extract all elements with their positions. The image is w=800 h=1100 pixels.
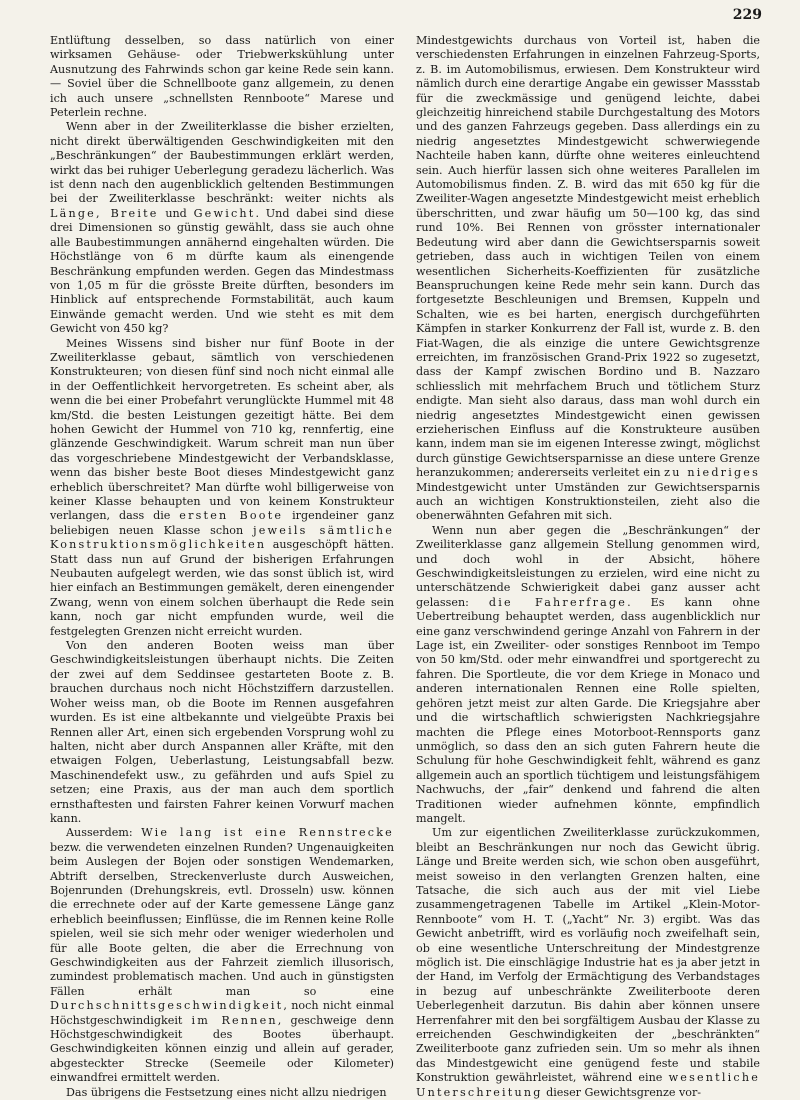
paragraph xyxy=(416,34,760,524)
paragraph-text: Meines Wissens sind bisher nur fünf Boote in der Zweiliterklasse gebaut, sämtlich von verschiedenen Konstrukteuren; von diesen fünf sind noch nicht einmal alle in der Oeffentlichkeit hervorgetreten. Es scheint aber, als wenn die bei einer Probefahrt verunglückte Hummel mit 48 km/Std. die besten Leistungen gezeitigt hätte. Bei dem hohen Gewicht der Hummel von 710 kg, rennfertig, eine glänzende Geschwindigkeit. Warum schreit man nun über das vorgeschriebene Mindestgewicht der Verbandsklasse, wenn das bisher beste Boot dieses Mindestgewicht ganz erheblich überschreitet? Man dürfte wohl billigerweise von keiner Klasse behaupten und von keinem Konstrukteur verlangen, dass die xyxy=(50,336,394,523)
spaced-emphasis-text: wesentliche Unterschreitung xyxy=(416,1071,760,1099)
paragraph xyxy=(50,34,394,120)
paragraph xyxy=(50,1086,394,1100)
spaced-emphasis-text: jeweils sämtliche Konstruktionsmöglichkeiten xyxy=(50,523,395,552)
paragraph xyxy=(50,120,394,336)
spaced-emphasis-text: im Rennen xyxy=(191,1013,278,1027)
paragraph-text: Von den anderen Booten weiss man über Geschwindigkeitsleistungen überhaupt nichts. Die Zeiten der zwei auf dem Seddinsee gestarteten Boote z. B. brauchen durchaus noch nicht Höchstziffern darzustellen. Woher weiss man, ob die Boote im Rennen ausgefahren wurden. Es ist eine altbekannte und vielgeübte Praxis bei Rennen aller Art, einen sich ergebenden Vorsprung wohl zu halten, nicht aber durch Anspannen aller Kräfte, mit den etwaigen Folgen, Ueberlastung, Leistungsabfall bezw. Maschinendefekt usw., zu gefährden und aufs Spiel zu setzen; eine Praxis, aus der man auch dem sportlich ernsthaftesten und fairsten Fahrer keinen Vorwurf machen kann. xyxy=(50,639,394,825)
page-number: 229 xyxy=(732,7,762,23)
spaced-emphasis-text: die Fahrerfrage xyxy=(488,595,628,609)
paragraph-text: Wenn nun aber gegen die „Beschränkungen“ der Zweiliterklasse ganz allgemein Stellung genommen wird, und doch wohl in der Absicht, höhere Geschwindigkeitsleistungen zu erzielen, wird eine nicht zu unterschätzende Schwierigkeit dabei ganz ausser acht gelassen: xyxy=(416,523,760,609)
spaced-emphasis-text: Länge, Breite xyxy=(50,206,159,220)
paragraph-text: . Es kann ohne Uebertreibung behauptet werden, dass augenblicklich nur eine ganz verschwindend geringe Anzahl von Fahrern in der Lage ist, ein Zweiliter- oder sonstiges Rennboot im Tempo von 50 km/Std. oder mehr einwandfrei und sportgerecht zu fahren. Die Sportleute, die vor dem Kriege in Monaco und anderen internationalen Rennen eine Rolle spielten, gehören jetzt meist zur alten Garde. Die Kriegsjahre aber und die wirtschaftlich schwierigsten Nachkriegsjahre machten die Pflege eines Motorboot-Rennsports ganz unmöglich, so dass den an sich guten Fahrern heute die Schulung für hohe Geschwindigkeit fehlt, während es ganz allgemein auch an sportlich tüchtigem und leistungsfähigem Nachwuchs, der „fair“ denkend und fahrend die alten Traditionen wieder aufnehmen könnte, empfindlich mangelt. xyxy=(416,595,760,825)
paragraph-text: Mindestgewicht unter Umständen zur Gewichtsersparnis auch an wichtigen Konstruktionsteilen, zieht also die obenerwähnten Gefahren mit sich. xyxy=(416,480,760,523)
right-column xyxy=(416,34,761,1099)
paragraph-text: und xyxy=(158,206,194,220)
paragraph-text: Wenn aber in der Zweiliterklasse die bisher erzielten, nicht direkt überwältigenden Geschwindigkeiten mit den „Beschränkungen“ der Baubestimmungen erklärt werden, wirkt das bei ruhiger Ueberlegung geradezu lächerlich. Was ist denn nach den augenblicklich geltenden Bestimmungen bei der Zweiliterklasse beschränkt: weiter nichts als xyxy=(50,120,394,206)
paragraph xyxy=(416,524,760,827)
paragraph-text: , noch nicht einmal Höchstgeschwindigkeit xyxy=(50,999,394,1027)
paragraph-text: Entlüftung desselben, so dass natürlich von einer wirksamen Gehäuse- oder Triebwerkskühlung unter Ausnutzung des Fahrwinds schon gar keine Rede sein kann. — Soviel über die Schnellboote ganz allgemein, zu denen ich auch unsere „schnellsten Rennboote“ Marese und Peterlein rechne. xyxy=(50,34,394,120)
paragraph-text: irgendeiner ganz beliebigen neuen Klasse schon xyxy=(50,509,394,537)
paragraph xyxy=(50,826,394,1085)
paragraph xyxy=(416,826,760,1100)
paragraph-text: dieser Gewichtsgrenze vor- xyxy=(542,1085,702,1099)
spaced-emphasis-text: Gewicht xyxy=(193,206,256,220)
paragraph-text: Das übrigens die Festsetzung eines nicht allzu niedrigen xyxy=(66,1085,387,1099)
spaced-emphasis-text: zu niedriges xyxy=(664,466,761,480)
paragraph-text: Mindestgewichts durchaus von Vorteil ist, haben die verschiedensten Erfahrungen in einzelnen Fahrzeug-Sports, z. B. im Automobilismus, erwiesen. Dem Konstrukteur wird nämlich durch eine derartige Angabe ein gewisser Massstab für die zweckmässige und genügend leichte, dabei gleichzeitig hinreichend stabile Durchgestaltung des Motors und des ganzen Fahrzeugs gegeben. Dass allerdings ein zu niedrig angesetztes Mindestgewicht schwerwiegende Nachteile haben kann, dürfte ohne weiteres einleuchtend sein. Auch hierfür lassen sich ohne weiteres Parallelen im Automobilismus finden. Z. B. wird das mit 650 kg für die Zweiliter-Wagen angesetzte Mindestgewicht meist erheblich überschritten, und zwar häufig um 50—100 kg, das sind rund 10%. Bei Rennen von grösster internationaler Bedeutung wird aber dann die Gewichtsersparnis soweit getrieben, dass auch in wichtigen Teilen von einem wesentlichen Sicherheits-Koeffizienten für zusätzliche Beanspruchungen keine Rede mehr sein kann. Durch das fortgesetzte Beschleunigen und Bremsen, Kuppeln und Schalten, wie es bei harten, energisch durchgeführten Kämpfen in starker Konkurrenz der Fall ist, wurde z. B. den Fiat-Wagen, die als einzige die untere Gewichtsgrenze erreichten, im französischen Grand-Prix 1922 so zugesetzt, dass der Kampf zwischen Bordino und B. Nazzaro schliesslich mit mehrfachem Bruch und tötlichem Sturz endigte. Man sieht also daraus, dass man wohl durch ein niedrig angesetztes Mindestgewicht einen gewissen erzieherischen Einfluss auf die Konstrukteure ausüben kann, indem man sie im eigenen Interesse zwingt, möglichst durch günstige Gewichtsersparnisse an diese untere Grenze heranzukommen; andererseits verleitet ein xyxy=(416,34,760,480)
paragraph-text: bezw. die verwendeten einzelnen Runden? Ungenauigkeiten beim Auslegen der Bojen oder sonstigen Wendemarken, Abtrift derselben, Streckenverluste durch Ausweichen, Bojenrunden (Drehungskreis, evtl. Drosseln) usw. können die errechnete oder auf der Karte gemessene Länge ganz erheblich beeinflussen; Einflüsse, die im Rennen keine Rolle spielen, weil sie sich mehr oder weniger wiederholen und für alle Boote gelten, die aber die Errechnung von Geschwindigkeiten aus der Fahrzeit ziemlich illusorisch, zumindest problematisch machen. Und auch in günstigsten Fällen erhält man so eine xyxy=(50,840,394,998)
paragraph-text: , geschweige denn Höchstgeschwindigkeit des Bootes überhaupt. Geschwindigkeiten können einzig und allein auf gerader, abgesteckter Strecke (Seemeile oder Kilometer) einwandfrei ermittelt werden. xyxy=(50,1013,394,1085)
paragraph-text: Um zur eigentlichen Zweiliterklasse zurückzukommen, bleibt an Beschränkungen nur noch das Gewicht übrig. Länge und Breite werden sich, wie schon oben ausgeführt, meist soweiso in den verlangten Grenzen halten, eine Tatsache, die sich auch aus der mit viel Liebe zusammengetragenen Tabelle im Artikel „Klein-Motor-Rennboote“ vom H. T. („Yacht“ Nr. 3) ergibt. Was das Gewicht anbetrifft, wird es vorläufig noch zweifelhaft sein, ob eine wesentliche Unterschreitung der Mindestgrenze möglich ist. Die einschlägige Industrie hat es ja aber jetzt in der Hand, im Verfolg der Ermächtigung des Verbandstages in bezug auf unbeschränkte Zweiliterboote deren Ueberlegenheit darzutun. Bis dahin aber können unsere Herrenfahrer mit den bei sorgfältigem Ausbau der Klasse zu erreichenden Geschwindigkeiten der „beschränkten“ Zweiliterboote ganz zufrieden sein. Um so mehr als ihnen das Mindestgewicht eine genügend feste und stabile Konstruktion gewährleistet, während eine xyxy=(416,826,760,1085)
paragraph xyxy=(50,639,394,826)
paragraph-text: Ausserdem: xyxy=(66,826,142,840)
spaced-emphasis-text: Durchschnittsgeschwindigkeit xyxy=(50,999,284,1013)
paragraph-text: . Und dabei sind diese drei Dimensionen so günstig gewählt, dass sie auch ohne alle Baubestimmungen annähernd eingehalten würden. Die Höchstlänge von 6 m dürfte kaum als einengende Beschränkung empfunden werden. Gegen das Mindestmass von 1,05 m für die grösste Breite dürften, besonders im Hinblick auf entsprechende Formstabilität, auch kaum Einwände gemacht werden. Und wie steht es mit dem Gewicht von 450 kg? xyxy=(50,206,394,336)
left-column xyxy=(50,34,395,1099)
spaced-emphasis-text: Wie lang ist eine Rennstrecke xyxy=(141,826,394,840)
paragraph xyxy=(50,337,394,640)
paragraph-text: ausgeschöpft hätten. Statt dass nun auf Grund der bisherigen Erfahrungen Neubauten aufgelegt werden, wie das sonst üblich ist, wird hier einfach an Bestimmungen gemäkelt, deren einengender Zwang, wenn von einem solchen überhaupt die Rede sein kann, noch gar nicht empfunden wurde, weil die festgelegten Grenzen nicht erreicht wurden. xyxy=(50,538,394,638)
spaced-emphasis-text: ersten Boote xyxy=(179,509,284,523)
